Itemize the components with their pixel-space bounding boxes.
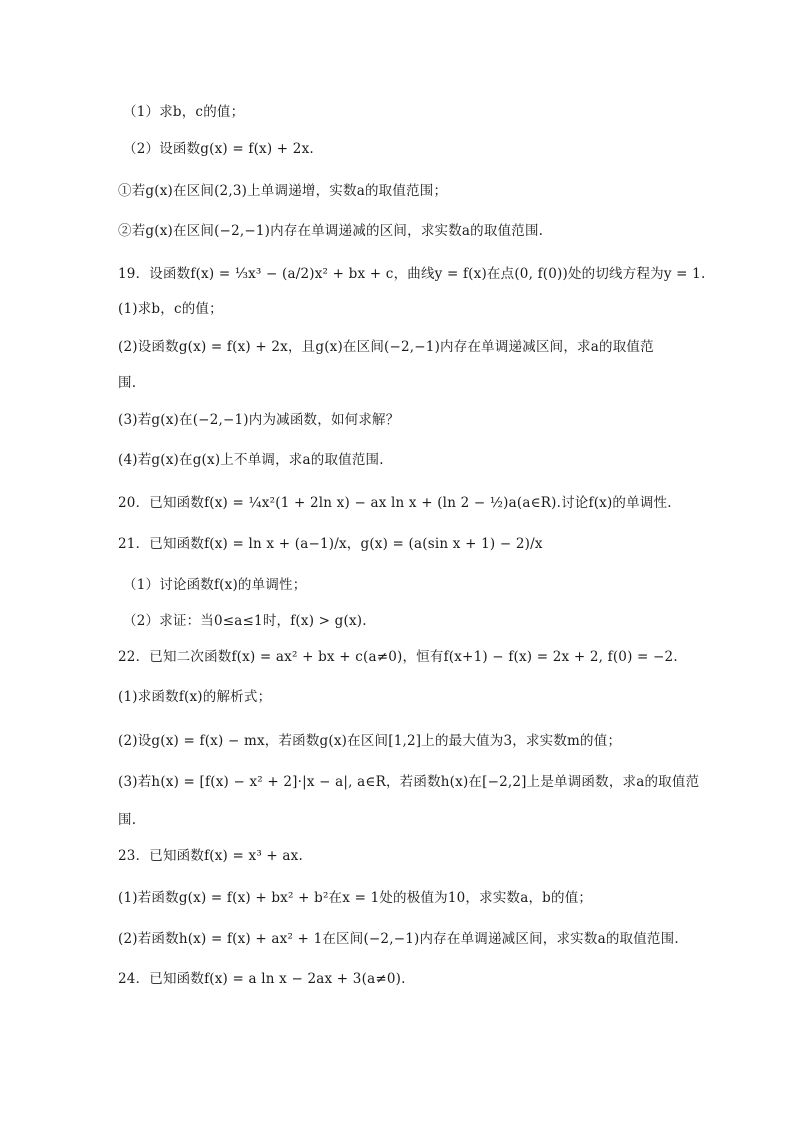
q18-part2-sub2: ②若g(x)在区间(−2,−1)内存在单调递减的区间，求实数a的取值范围. bbox=[118, 223, 544, 239]
q19-part4: (4)若g(x)在g(x)上不单调，求a的取值范围. bbox=[118, 452, 384, 468]
q21-part2: （2）求证：当0≤a≤1时，f(x) > g(x). bbox=[123, 613, 367, 629]
q18-part2: （2）设函数g(x) = f(x) + 2x. bbox=[123, 141, 314, 157]
q24-stem: 24．已知函数f(x) = a ln x − 2ax + 3(a≠0). bbox=[118, 971, 406, 987]
q21-stem: 21．已知函数f(x) = ln x + (a−1)/x，g(x) = (a(sin x + 1) − 2)/x bbox=[118, 536, 543, 552]
q23-part2: (2)若函数h(x) = f(x) + ax² + 1在区间(−2,−1)内存在单调递减区间，求实数a的取值范围. bbox=[118, 931, 679, 947]
q19-part2-cont: 围. bbox=[118, 375, 137, 391]
q18-part2-sub1: ①若g(x)在区间(2,3)上单调递增，实数a的取值范围； bbox=[118, 183, 448, 199]
q23-part1: (1)若函数g(x) = f(x) + bx² + b²在x = 1处的极值为10，求实数a，b的值； bbox=[118, 890, 593, 906]
q22-part3-cont: 围. bbox=[118, 812, 137, 828]
q19-part2: (2)设函数g(x) = f(x) + 2x，且g(x)在区间(−2,−1)内存在单调递减区间，求a的取值范 bbox=[118, 339, 654, 355]
q22-stem: 22．已知二次函数f(x) = ax² + bx + c(a≠0)，恒有f(x+1) − f(x) = 2x + 2, f(0) = −2. bbox=[118, 649, 678, 665]
q22-part2: (2)设g(x) = f(x) − mx，若函数g(x)在区间[1,2]上的最大值为3，求实数m的值； bbox=[118, 733, 622, 749]
q22-part3: (3)若h(x) = [f(x) − x² + 2]·|x − a|, a∈R，若函数h(x)在[−2,2]上是单调函数，求a的取值范 bbox=[118, 774, 700, 790]
q19-stem: 19．设函数f(x) = ⅓x³ − (a/2)x² + bx + c，曲线y = f(x)在点(0, f(0))处的切线方程为y = 1. bbox=[118, 266, 706, 282]
q23-stem: 23．已知函数f(x) = x³ + ax. bbox=[118, 848, 303, 864]
q20-stem: 20．已知函数f(x) = ¼x²(1 + 2ln x) − ax ln x + (ln 2 − ½)a(a∈R).讨论f(x)的单调性. bbox=[118, 495, 672, 511]
q21-part1: （1）讨论函数f(x)的单调性； bbox=[123, 577, 307, 593]
q19-part3: (3)若g(x)在(−2,−1)内为减函数，如何求解？ bbox=[118, 412, 400, 428]
q19-part1: (1)求b，c的值； bbox=[118, 301, 223, 317]
q22-part1: (1)求函数f(x)的解析式； bbox=[118, 689, 272, 705]
q18-part1: （1）求b，c的值； bbox=[123, 104, 245, 120]
